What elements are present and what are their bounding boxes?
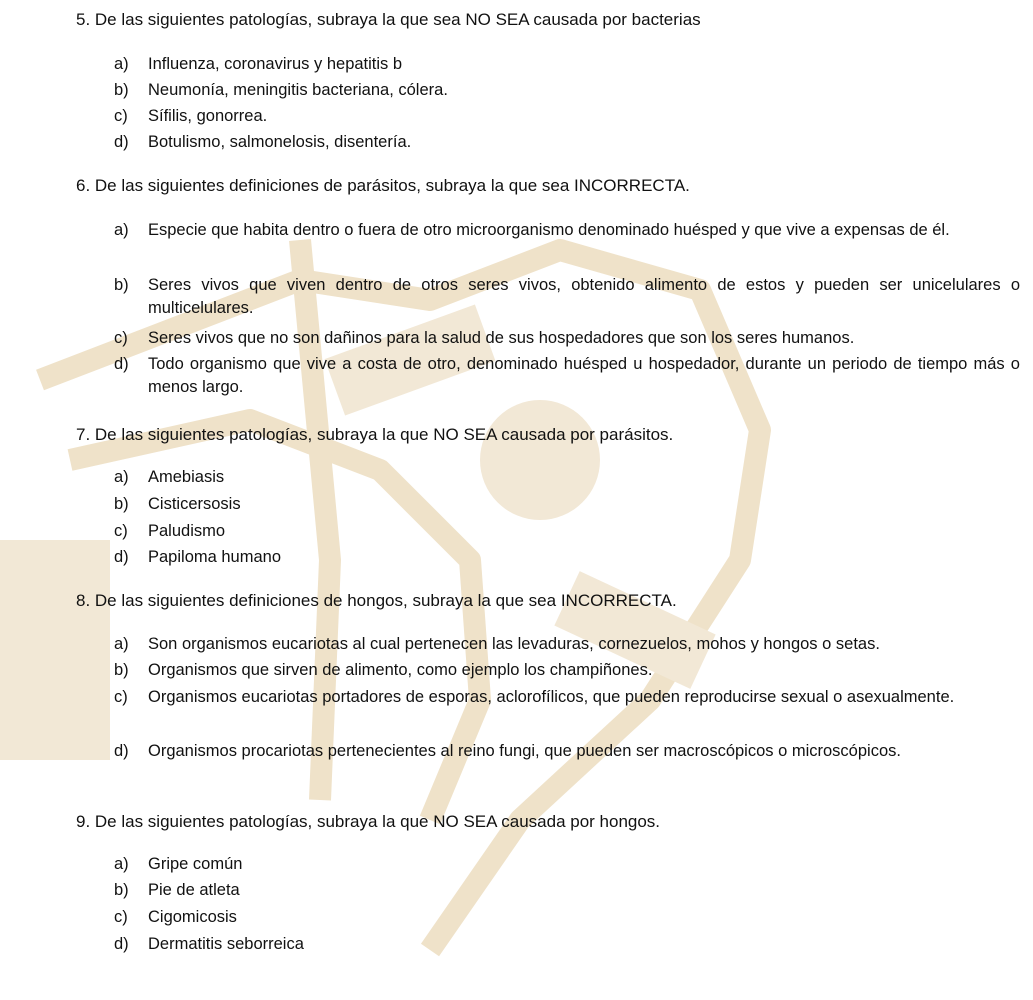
option-text: Amebiasis [148, 468, 225, 486]
option-letter: b) [114, 661, 129, 679]
question-9-option-a [114, 853, 1020, 876]
option-text: Neumonía, meningitis bacteriana, cólera. [148, 81, 448, 99]
option-text: Dermatitis seborreica [148, 935, 304, 953]
option-text: Organismos eucariotas portadores de esporas, aclorofílicos, que pueden reproducirse sexual o asexualmente. [148, 688, 955, 706]
question-6-option-a [114, 219, 1020, 242]
question-6-title: 6. De las siguientes definiciones de parásitos, subraya la que sea INCORRECTA. [76, 176, 690, 195]
question-6-option-b [114, 274, 1020, 320]
question-8-option-b [114, 659, 1020, 682]
option-letter: b) [114, 881, 129, 899]
option-letter: b) [114, 81, 129, 99]
question-5-option-a [114, 53, 1020, 76]
option-letter: a) [114, 635, 129, 653]
option-letter: d) [114, 548, 129, 566]
option-letter: b) [114, 276, 129, 294]
question-7-title: 7. De las siguientes patologías, subraya la que NO SEA causada por parásitos. [76, 425, 674, 444]
question-9-option-b [114, 879, 1020, 902]
question-6-option-c [114, 327, 1020, 350]
option-letter: d) [114, 133, 129, 151]
question-8-option-a [114, 633, 1020, 656]
option-text: Organismos procariotas pertenecientes al reino fungi, que pueden ser macroscópicos o microscópicos. [148, 742, 901, 760]
option-text: Cisticersosis [148, 495, 241, 513]
option-text: Todo organismo que vive a costa de otro, denominado huésped u hospedador, durante un periodo de tiempo más o menos largo. [148, 355, 1020, 396]
question-7-option-b [114, 493, 1020, 516]
option-letter: c) [114, 522, 128, 540]
option-text: Gripe común [148, 855, 243, 873]
question-7-option-d [114, 546, 1020, 569]
question-6-option-d [114, 353, 1020, 399]
option-text: Botulismo, salmonelosis, disentería. [148, 133, 412, 151]
question-9-title: 9. De las siguientes patologías, subraya la que NO SEA causada por hongos. [76, 812, 661, 831]
question-5-option-d [114, 131, 1020, 154]
option-text: Son organismos eucariotas al cual pertenecen las levaduras, cornezuelos, mohos y hongos o setas. [148, 635, 880, 653]
question-8-title: 8. De las siguientes definiciones de hongos, subraya la que sea INCORRECTA. [76, 591, 677, 610]
question-9-option-d [114, 933, 1020, 956]
option-text: Influenza, coronavirus y hepatitis b [148, 55, 403, 73]
option-letter: d) [114, 935, 129, 953]
option-text: Pie de atleta [148, 881, 240, 899]
question-8-option-c [114, 686, 1020, 709]
option-text: Sífilis, gonorrea. [148, 107, 268, 125]
option-letter: a) [114, 468, 129, 486]
option-text: Organismos que sirven de alimento, como ejemplo los champiñones. [148, 661, 653, 679]
option-text: Especie que habita dentro o fuera de otro microorganismo denominado huésped y que vive a expensas de él. [148, 221, 950, 239]
option-letter: c) [114, 329, 128, 347]
question-5-title: 5. De las siguientes patologías, subraya la que sea NO SEA causada por bacterias [76, 10, 701, 29]
question-7-option-c [114, 520, 1020, 543]
question-8-option-d [114, 740, 1020, 763]
question-9-option-c [114, 906, 1020, 929]
option-letter: d) [114, 742, 129, 760]
option-letter: a) [114, 855, 129, 873]
option-letter: a) [114, 55, 129, 73]
option-text: Seres vivos que no son dañinos para la salud de sus hospedadores que son los seres humanos. [148, 329, 855, 347]
option-text: Paludismo [148, 522, 226, 540]
option-text: Cigomicosis [148, 908, 237, 926]
option-letter: c) [114, 688, 128, 706]
question-7-option-a [114, 466, 1020, 489]
option-letter: b) [114, 495, 129, 513]
question-5-option-b [114, 79, 1020, 102]
option-letter: c) [114, 908, 128, 926]
option-letter: a) [114, 221, 129, 239]
option-text: Papiloma humano [148, 548, 281, 566]
option-letter: d) [114, 355, 129, 373]
question-5-option-c [114, 105, 1020, 128]
option-letter: c) [114, 107, 128, 125]
option-text: Seres vivos que viven dentro de otros seres vivos, obtenido alimento de estos y pueden ser unicelulares o multicelulares. [148, 276, 1020, 317]
